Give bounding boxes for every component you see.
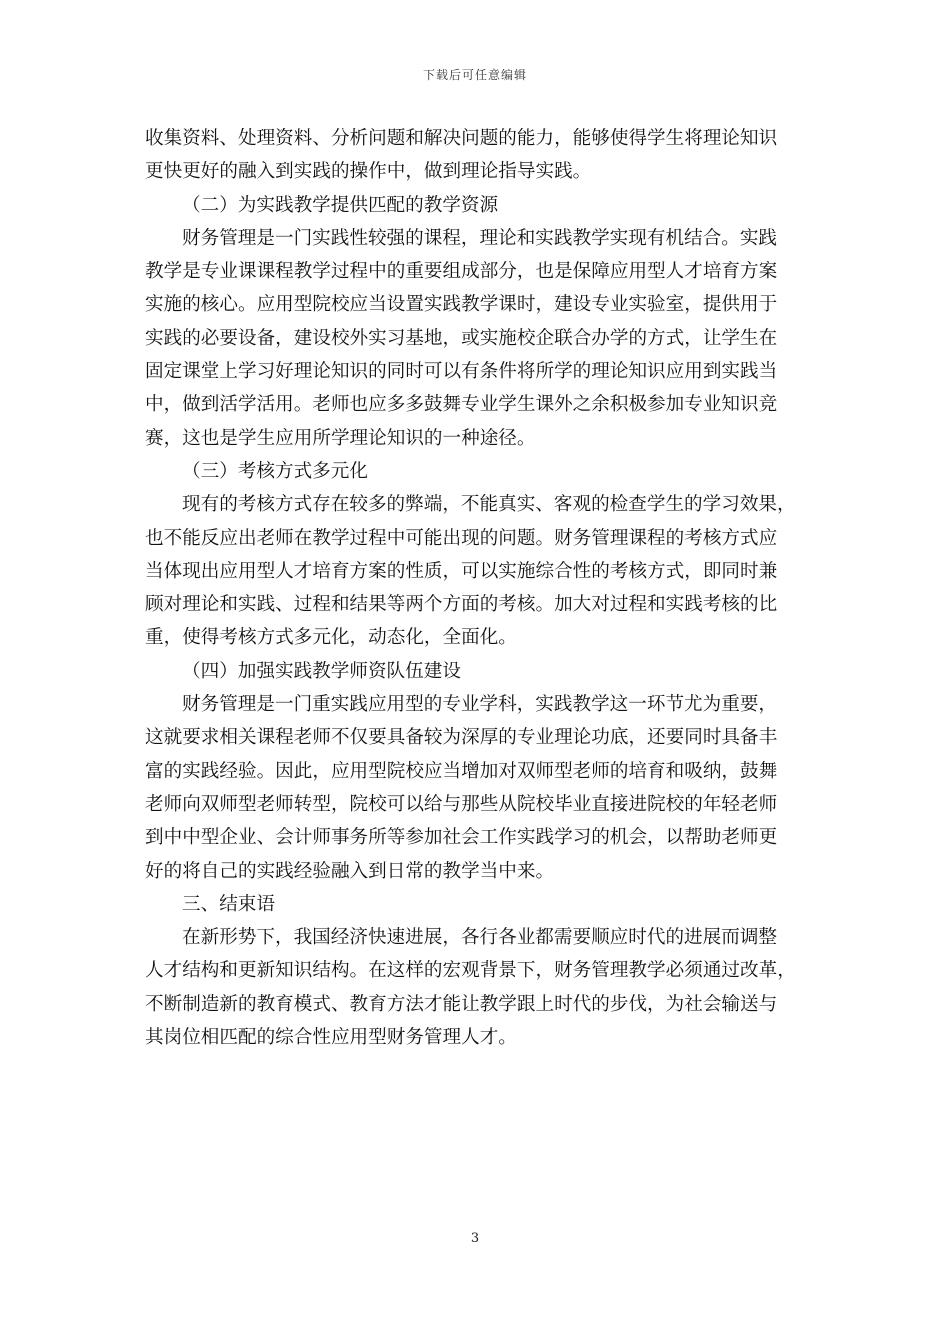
text-line: 当体现出应用型人才培育方案的性质，可以实施综合性的考核方式，即同时兼	[145, 560, 778, 582]
text-line: 人才结构和更新知识结构。在这样的宏观背景下，财务管理教学必须通过改革，	[145, 960, 796, 982]
text-line: 赛，这也是学生应用所学理论知识的一种途径。	[145, 427, 536, 449]
text-line: 财务管理是一门重实践应用型的专业学科，实践教学这一环节尤为重要，	[182, 694, 778, 716]
text-line: 实施的核心。应用型院校应当设置实践教学课时，建设专业实验室，提供用于	[145, 294, 778, 316]
text-line: 顾对理论和实践、过程和结果等两个方面的考核。加大对过程和实践考核的比	[145, 594, 778, 616]
page-header-note: 下载后可任意编辑	[422, 68, 527, 82]
text-line: 老师向双师型老师转型，院校可以给与那些从院校毕业直接进院校的年轻老师	[145, 793, 778, 815]
document-body	[145, 122, 809, 1054]
text-line: 富的实践经验。因此，应用型院校应当增加对双师型老师的培育和吸纳，鼓舞	[145, 760, 778, 782]
text-line: 不断制造新的教育模式、教育方法才能让教学跟上时代的步伐，为社会输送与	[145, 993, 778, 1015]
page-number: 3	[470, 1231, 480, 1246]
text-line: 更快更好的融入到实践的操作中，做到理论指导实践。	[145, 161, 592, 183]
text-line: 中，做到活学活用。老师也应多多鼓舞专业学生课外之余积极参加专业知识竞	[145, 394, 778, 416]
text-line: 重，使得考核方式多元化，动态化，全面化。	[145, 627, 517, 649]
text-line: 也不能反应出老师在教学过程中可能出现的问题。财务管理课程的考核方式应	[145, 527, 778, 549]
text-line: 财务管理是一门实践性较强的课程，理论和实践教学实现有机结合。实践	[182, 227, 778, 249]
text-line: 实践的必要设备，建设校外实习基地，或实施校企联合办学的方式，让学生在	[145, 327, 778, 349]
text-line: 好的将自己的实践经验融入到日常的教学当中来。	[145, 860, 555, 882]
text-line: 教学是专业课课程教学过程中的重要组成部分，也是保障应用型人才培育方案	[145, 261, 778, 283]
section-heading: （二）为实践教学提供匹配的教学资源	[182, 194, 499, 216]
text-line: 固定课堂上学习好理论知识的同时可以有条件将所学的理论知识应用到实践当	[145, 361, 778, 383]
section-heading: （三）考核方式多元化	[182, 460, 368, 482]
text-line: 在新形势下，我国经济快速进展，各行各业都需要顺应时代的进展而调整	[182, 927, 778, 949]
text-line: 其岗位相匹配的综合性应用型财务管理人才。	[145, 1027, 517, 1049]
text-line: 到中中型企业、会计师事务所等参加社会工作实践学习的机会，以帮助老师更	[145, 827, 778, 849]
text-line: 现有的考核方式存在较多的弊端，不能真实、客观的检查学生的学习效果，	[182, 494, 796, 516]
text-line: 这就要求相关课程老师不仅要具备较为深厚的专业理论功底，还要同时具备丰	[145, 727, 778, 749]
section-heading: （四）加强实践教学师资队伍建设	[182, 660, 461, 682]
text-line: 收集资料、处理资料、分析问题和解决问题的能力，能够使得学生将理论知识	[145, 128, 778, 149]
section-heading: 三、结束语	[182, 893, 275, 915]
